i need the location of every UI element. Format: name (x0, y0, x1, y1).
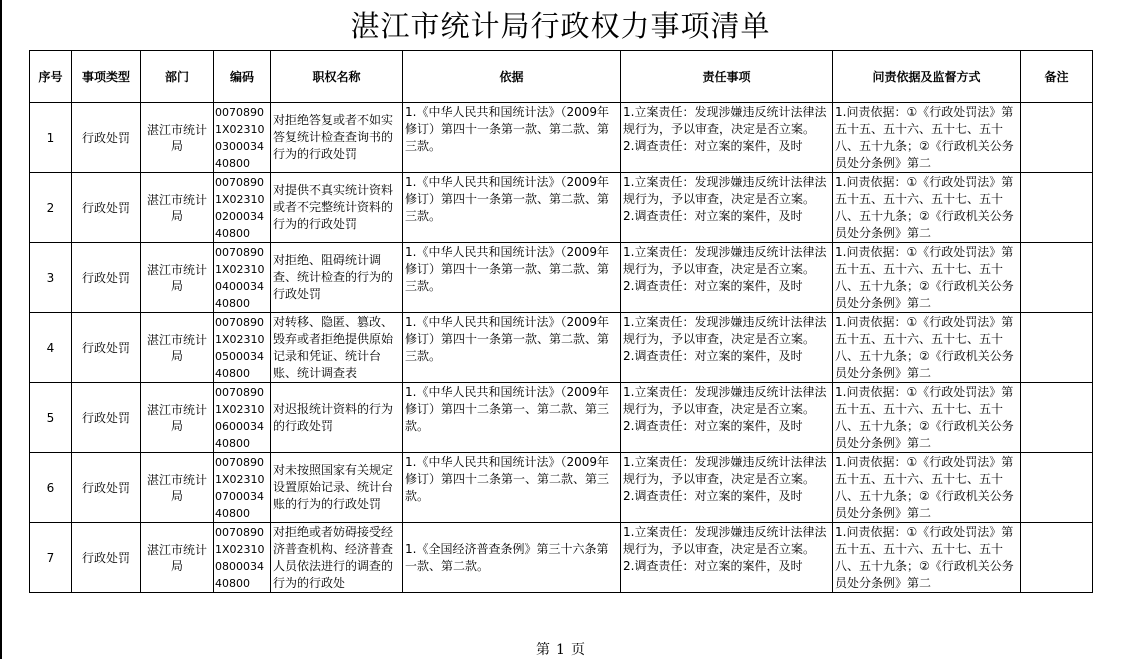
row-accountability-cell (833, 383, 1021, 453)
header-basis: 依据 (403, 51, 621, 103)
row-duty: 1.立案责任：发现涉嫌违反统计法律法规行为，予以审查，决定是否立案。 2.调查责任：对立案的案件，及时 (623, 104, 827, 153)
row-seq: 6 (30, 453, 72, 523)
row-accountability: 1.问责依据：①《行政处罚法》第五十五、五十六、五十七、五十八、五十九条；②《行政机关公务员处分条例》第二 (835, 454, 1014, 520)
row-accountability-cell (833, 103, 1021, 173)
row-dept-cell (141, 523, 214, 593)
row-duty-cell (621, 173, 833, 243)
header-dept: 部门 (141, 51, 214, 103)
row-type: 行政处罚 (72, 243, 141, 313)
row-accountability: 1.问责依据：①《行政处罚法》第五十五、五十六、五十七、五十八、五十九条；②《行政机关公务员处分条例》第二 (835, 524, 1014, 590)
row-duty-cell (621, 383, 833, 453)
row-name-cell (271, 103, 403, 173)
row-code-cell (214, 103, 271, 173)
row-dept: 湛江市统计局 (146, 122, 207, 153)
row-code-cell (214, 453, 271, 523)
table-row (30, 103, 1093, 173)
header-name: 职权名称 (271, 51, 403, 103)
page-suffix: 页 (570, 642, 585, 658)
row-name-cell (271, 383, 403, 453)
row-remark (1021, 173, 1093, 243)
row-seq: 1 (30, 103, 72, 173)
row-type: 行政处罚 (72, 453, 141, 523)
row-basis: 1.《全国经济普查条例》第三十六条第一款、第二款。 (405, 541, 609, 573)
row-code: 0070890 1X02310 0300034 40800 (215, 105, 265, 170)
row-duty: 1.立案责任：发现涉嫌违反统计法律法规行为，予以审查，决定是否立案。 2.调查责任：对立案的案件，及时 (623, 524, 827, 573)
row-dept-cell (141, 243, 214, 313)
row-basis-cell (403, 103, 621, 173)
row-accountability-cell (833, 243, 1021, 313)
header-duty: 责任事项 (621, 51, 833, 103)
table-row (30, 383, 1093, 453)
row-duty: 1.立案责任：发现涉嫌违反统计法律法规行为，予以审查，决定是否立案。 2.调查责任：对立案的案件，及时 (623, 454, 827, 503)
header-type: 事项类型 (72, 51, 141, 103)
row-name: 对拒绝或者妨碍接受经济普查机构、经济普查人员依法进行的调查的行为的行政处 (273, 524, 394, 590)
row-name-cell (271, 523, 403, 593)
row-duty-cell (621, 453, 833, 523)
row-accountability-cell (833, 313, 1021, 383)
row-duty-cell (621, 313, 833, 383)
row-accountability: 1.问责依据：①《行政处罚法》第五十五、五十六、五十七、五十八、五十九条；②《行政机关公务员处分条例》第二 (835, 104, 1014, 170)
table-row (30, 173, 1093, 243)
row-name: 对转移、隐匿、篡改、毁弃或者拒绝提供原始记录和凭证、统计台账、统计调查表 (273, 314, 394, 380)
row-code: 0070890 1X02310 0500034 40800 (215, 315, 265, 380)
row-name: 对提供不真实统计资料或者不完整统计资料的行为的行政处罚 (273, 183, 394, 231)
row-code: 0070890 1X02310 0400034 40800 (215, 245, 265, 310)
row-accountability: 1.问责依据：①《行政处罚法》第五十五、五十六、五十七、五十八、五十九条；②《行政机关公务员处分条例》第二 (835, 174, 1014, 240)
row-duty: 1.立案责任：发现涉嫌违反统计法律法规行为，予以审查，决定是否立案。 2.调查责任：对立案的案件，及时 (623, 244, 827, 293)
row-name: 对迟报统计资料的行为的行政处罚 (273, 401, 394, 433)
row-dept-cell (141, 103, 214, 173)
row-code: 0070890 1X02310 0200034 40800 (215, 175, 265, 240)
page-footer (0, 640, 1121, 660)
row-dept-cell (141, 453, 214, 523)
row-basis-cell (403, 173, 621, 243)
row-name-cell (271, 453, 403, 523)
table-row (30, 453, 1093, 523)
row-code: 0070890 1X02310 0600034 40800 (215, 385, 265, 450)
row-type: 行政处罚 (72, 523, 141, 593)
row-duty-cell (621, 243, 833, 313)
page-prefix: 第 (536, 642, 551, 658)
row-remark (1021, 453, 1093, 523)
row-dept-cell (141, 383, 214, 453)
page-number: 1 (556, 642, 565, 658)
row-basis: 1.《中华人民共和国统计法》（2009年修订）第四十一条第一款、第二款、第三款。 (405, 244, 610, 293)
row-basis-cell (403, 243, 621, 313)
row-code-cell (214, 313, 271, 383)
row-accountability: 1.问责依据：①《行政处罚法》第五十五、五十六、五十七、五十八、五十九条；②《行政机关公务员处分条例》第二 (835, 244, 1014, 310)
row-basis: 1.《中华人民共和国统计法》（2009年修订）第四十二条第一、第二款、第三款。 (405, 384, 610, 433)
header-code: 编码 (214, 51, 271, 103)
row-duty: 1.立案责任：发现涉嫌违反统计法律法规行为，予以审查，决定是否立案。 2.调查责任：对立案的案件，及时 (623, 384, 827, 433)
row-accountability-cell (833, 173, 1021, 243)
header-remark: 备注 (1021, 51, 1093, 103)
row-remark (1021, 243, 1093, 313)
row-basis-cell (403, 523, 621, 593)
row-basis: 1.《中华人民共和国统计法》（2009年修订）第四十一条第一款、第二款、第三款。 (405, 314, 610, 363)
row-dept-cell (141, 313, 214, 383)
row-duty-cell (621, 523, 833, 593)
row-accountability: 1.问责依据：①《行政处罚法》第五十五、五十六、五十七、五十八、五十九条；②《行政机关公务员处分条例》第二 (835, 384, 1014, 450)
document-title: 湛江市统计局行政权力事项清单 (350, 9, 771, 43)
row-duty: 1.立案责任：发现涉嫌违反统计法律法规行为，予以审查，决定是否立案。 2.调查责任：对立案的案件，及时 (623, 174, 827, 223)
row-dept: 湛江市统计局 (146, 542, 207, 573)
row-duty-cell (621, 103, 833, 173)
row-accountability-cell (833, 523, 1021, 593)
page-left-border (0, 0, 2, 659)
row-duty: 1.立案责任：发现涉嫌违反统计法律法规行为，予以审查，决定是否立案。 2.调查责任：对立案的案件，及时 (623, 314, 827, 363)
table-row (30, 243, 1093, 313)
row-accountability: 1.问责依据：①《行政处罚法》第五十五、五十六、五十七、五十八、五十九条；②《行政机关公务员处分条例》第二 (835, 314, 1014, 380)
row-type: 行政处罚 (72, 313, 141, 383)
row-type: 行政处罚 (72, 103, 141, 173)
row-type: 行政处罚 (72, 173, 141, 243)
row-basis: 1.《中华人民共和国统计法》（2009年修订）第四十一条第一款、第二款、第三款。 (405, 104, 610, 153)
row-basis-cell (403, 383, 621, 453)
row-name: 对未按照国家有关规定设置原始记录、统计台账的行为的行政处罚 (273, 463, 394, 511)
row-dept: 湛江市统计局 (146, 402, 207, 433)
row-seq: 3 (30, 243, 72, 313)
row-dept-cell (141, 173, 214, 243)
row-code-cell (214, 523, 271, 593)
row-name-cell (271, 313, 403, 383)
row-code: 0070890 1X02310 0800034 40800 (215, 525, 265, 590)
row-seq: 2 (30, 173, 72, 243)
row-remark (1021, 383, 1093, 453)
row-seq: 4 (30, 313, 72, 383)
row-accountability-cell (833, 453, 1021, 523)
row-name: 对拒绝答复或者不如实答复统计检查查询书的行为的行政处罚 (273, 113, 394, 161)
row-code-cell (214, 173, 271, 243)
row-code-cell (214, 243, 271, 313)
row-dept: 湛江市统计局 (146, 262, 207, 293)
row-dept: 湛江市统计局 (146, 332, 207, 363)
row-code-cell (214, 383, 271, 453)
row-name-cell (271, 243, 403, 313)
row-basis-cell (403, 453, 621, 523)
row-basis: 1.《中华人民共和国统计法》（2009年修订）第四十一条第一款、第二款、第三款。 (405, 174, 610, 223)
header-accountability: 问责依据及监督方式 (833, 51, 1021, 103)
power-items-table (29, 50, 1093, 593)
row-name: 对拒绝、阻碍统计调查、统计检查的行为的行政处罚 (273, 253, 394, 301)
row-type: 行政处罚 (72, 383, 141, 453)
row-basis-cell (403, 313, 621, 383)
row-code: 0070890 1X02310 0700034 40800 (215, 455, 265, 520)
header-seq: 序号 (30, 51, 72, 103)
row-dept: 湛江市统计局 (146, 472, 207, 503)
row-seq: 7 (30, 523, 72, 593)
row-name-cell (271, 173, 403, 243)
row-remark (1021, 523, 1093, 593)
row-remark (1021, 313, 1093, 383)
row-seq: 5 (30, 383, 72, 453)
row-basis: 1.《中华人民共和国统计法》（2009年修订）第四十二条第一、第二款、第三款。 (405, 454, 610, 503)
row-remark (1021, 103, 1093, 173)
row-dept: 湛江市统计局 (146, 192, 207, 223)
table-header-row (30, 51, 1093, 103)
table-row (30, 523, 1093, 593)
table-row (30, 313, 1093, 383)
